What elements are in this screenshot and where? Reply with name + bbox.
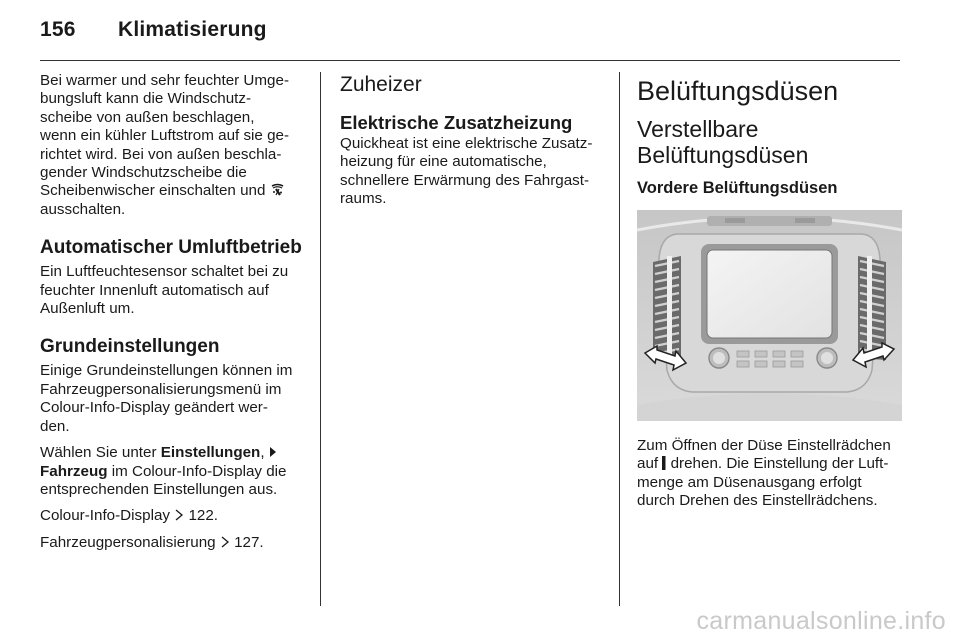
umluft-line: Ein Luftfeuchtesensor schaltet bei zu <box>40 263 289 281</box>
waehlen-text: Wählen Sie unter <box>40 444 157 462</box>
intro-line: gender Windschutzscheibe die <box>40 164 247 182</box>
intro-line: Scheibenwischer einschalten und <box>40 182 266 200</box>
caption-line: drehen. Die Einstellung der Luft- <box>670 455 889 473</box>
subheading-line: Verstellbare <box>637 116 759 142</box>
intro-line: bungsluft kann die Windschutz- <box>40 90 252 108</box>
section-heading-zuheizer: Zuheizer <box>340 73 422 96</box>
menu-term-fahrzeug: Fahrzeug <box>40 462 108 480</box>
intro-line: richtet wird. Bei von außen beschla- <box>40 145 282 163</box>
vent-open-icon <box>662 456 666 470</box>
umluft-paragraph <box>40 263 302 318</box>
reference-personalisierung <box>40 534 302 552</box>
zuheizer-paragraph <box>340 135 604 209</box>
caption-line: durch Drehen des Einstellrädchens. <box>637 492 878 510</box>
reference-page[interactable]: 122. <box>188 507 219 525</box>
grund-line: den. <box>40 417 70 435</box>
subheading-vordere: Vordere Belüftungsdüsen <box>637 179 838 197</box>
watermark-text: carmanualsonline.info <box>696 607 946 635</box>
column-left <box>40 72 302 560</box>
page-title: Klimatisierung <box>118 18 267 41</box>
reference-text: Fahrzeugpersonalisierung <box>40 533 216 551</box>
column-right <box>637 72 902 519</box>
waehlen-paragraph: Wählen Sie unter Einstellungen, Fahrzeug im Colour-Info-Display die entsprechenden Einstellungen aus. <box>40 444 287 498</box>
column-divider-2 <box>619 72 620 606</box>
zuheizer-line: raums. <box>340 190 387 208</box>
zuheizer-line: Quickheat ist eine elektrische Zusatz- <box>340 135 593 152</box>
subheading-zusatzheizung: Elektrische Zusatzheizung <box>340 112 573 133</box>
column-middle <box>340 72 604 217</box>
intro-paragraph <box>40 72 302 219</box>
waehlen-text: entsprechenden Einstellungen aus. <box>40 480 278 498</box>
arrow-reference-icon[interactable] <box>220 536 230 548</box>
grund-line: Colour-Info-Display geändert wer- <box>40 399 268 417</box>
zuheizer-line: schnellere Erwärmung des Fahrgast- <box>340 171 590 189</box>
caption-line: menge am Düsenausgang erfolgt <box>637 473 862 491</box>
reference-page[interactable]: 127. <box>234 533 264 551</box>
zuheizer-line: heizung für eine automatische, <box>340 153 547 171</box>
intro-line: ausschalten. <box>40 200 126 218</box>
caption-text: auf <box>637 455 659 473</box>
caption-paragraph <box>637 437 902 511</box>
section-heading-umluft: Automatischer Umluftbetrieb <box>40 237 302 259</box>
subheading-verstellbare <box>637 116 902 168</box>
grund-line: Einige Grundeinstellungen können im <box>40 362 293 380</box>
column-divider-1 <box>320 72 321 606</box>
header-divider <box>40 60 900 61</box>
menu-arrow-icon <box>269 446 277 458</box>
grund-line: Fahrzeugpersonalisierungsmenü im <box>40 380 282 398</box>
intro-line: wenn ein kühler Luftstrom auf sie ge- <box>40 127 290 145</box>
intro-line: Bei warmer und sehr feuchter Umge- <box>40 72 290 89</box>
section-heading-grundeinstellungen: Grundeinstellungen <box>40 336 220 358</box>
page-header <box>40 18 267 42</box>
reference-text: Colour-Info-Display <box>40 507 170 525</box>
reference-colour-info <box>40 507 302 525</box>
grund-paragraph <box>40 362 302 436</box>
subheading-line: Belüftungsdüsen <box>637 142 809 168</box>
caption-line: Zum Öffnen der Düse Einstellrädchen <box>637 437 891 454</box>
wiper-icon <box>270 182 285 197</box>
section-heading-beluftungsdusen: Belüftungsdüsen <box>637 76 839 106</box>
umluft-line: Außenluft um. <box>40 300 135 318</box>
dashboard-vent-illustration <box>637 210 902 421</box>
menu-term-einstellungen: Einstellungen <box>160 444 261 462</box>
umluft-line: feuchter Innenluft automatisch auf <box>40 281 269 299</box>
intro-line: scheibe von außen beschlagen, <box>40 108 255 126</box>
page-number: 156 <box>40 18 76 41</box>
waehlen-text: im Colour-Info-Display die <box>111 462 287 480</box>
arrow-reference-icon[interactable] <box>174 509 184 521</box>
